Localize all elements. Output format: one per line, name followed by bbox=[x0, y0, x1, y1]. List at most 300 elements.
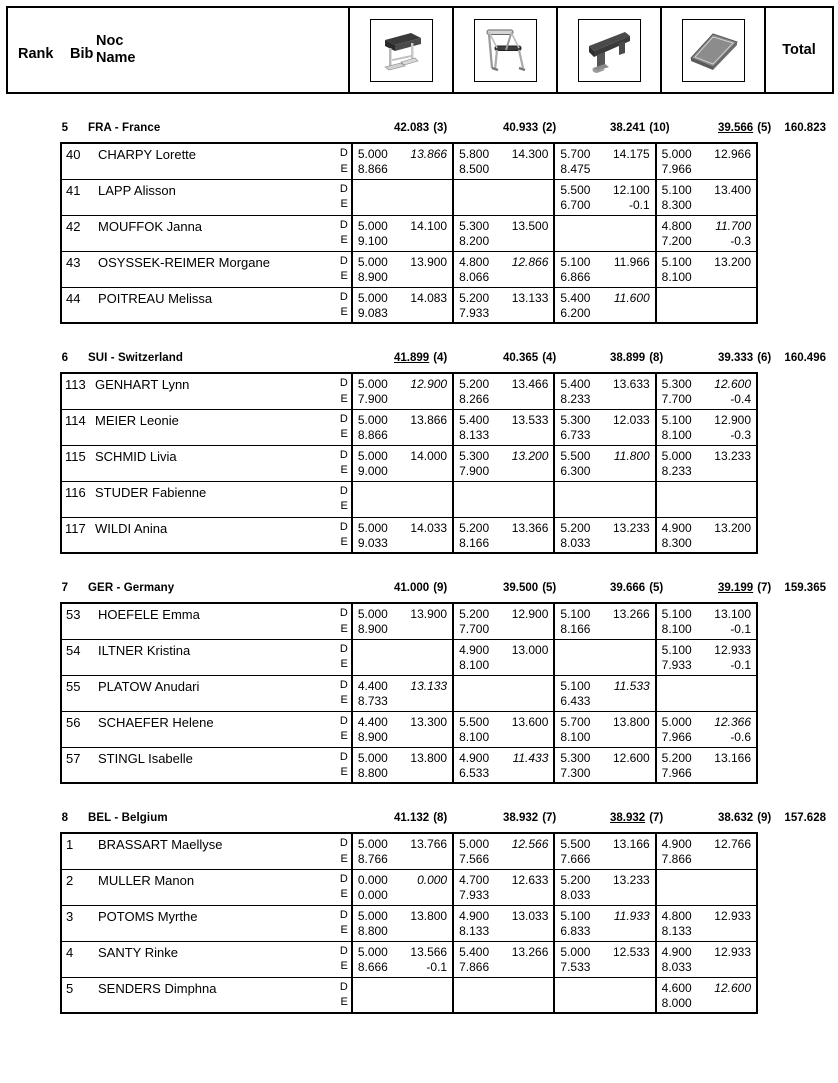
team-apparatus-total bbox=[718, 352, 771, 364]
athlete-bib: 53 bbox=[66, 607, 81, 622]
d-score-value: 5.200 bbox=[661, 750, 692, 765]
team-apparatus-score-value: 38.932 bbox=[610, 812, 646, 824]
d-score-label: D bbox=[339, 642, 348, 655]
e-score-label: E bbox=[340, 852, 348, 865]
penalty-value: -0.1 bbox=[730, 657, 751, 672]
e-score-label: E bbox=[340, 924, 348, 936]
e-score-label: E bbox=[340, 658, 348, 670]
team-noc-name: SUI - Switzerland bbox=[88, 352, 183, 364]
team-block bbox=[0, 346, 838, 576]
apparatus-score-cell bbox=[352, 977, 453, 1013]
athlete-bib: 44 bbox=[66, 290, 81, 306]
apparatus-score-cell bbox=[554, 143, 655, 179]
apparatus-score-cell bbox=[554, 869, 655, 905]
de-label-group bbox=[340, 484, 348, 515]
e-score-value: 8.233 bbox=[661, 463, 692, 478]
apparatus-score-cell bbox=[554, 179, 655, 215]
apparatus-score-cell bbox=[554, 251, 655, 287]
team-apparatus-total bbox=[394, 352, 447, 364]
apparatus-total-score: 12.933 bbox=[714, 642, 751, 657]
apparatus-total-score: 12.366 bbox=[714, 714, 751, 729]
team-apparatus-score-value: 38.632 bbox=[718, 812, 754, 824]
team-grand-total: 160.496 bbox=[784, 352, 826, 364]
team-noc-name: GER - Germany bbox=[88, 582, 175, 594]
e-score-value: 7.200 bbox=[661, 233, 692, 248]
apparatus-total-score: 12.566 bbox=[511, 837, 549, 851]
apparatus-score-cell bbox=[656, 215, 757, 251]
apparatus-score-cell bbox=[453, 711, 554, 747]
athlete-table bbox=[60, 602, 758, 784]
d-score-value: 5.100 bbox=[560, 254, 591, 269]
apparatus-score-cell bbox=[656, 941, 757, 977]
athlete-bib: 3 bbox=[66, 908, 74, 924]
apparatus-total-score: 12.866 bbox=[511, 254, 549, 269]
d-score-value: 5.200 bbox=[459, 377, 490, 391]
e-score-value: 7.700 bbox=[459, 622, 490, 636]
apparatus-total-score: 13.800 bbox=[410, 908, 448, 923]
apparatus-score-cell bbox=[352, 481, 453, 517]
athlete-bib: 56 bbox=[66, 714, 81, 730]
e-score-value: 8.133 bbox=[459, 427, 490, 442]
athlete-name: CHARPY Lorette bbox=[98, 147, 197, 162]
apparatus-score-cell bbox=[656, 675, 757, 711]
e-score-label: E bbox=[340, 392, 348, 405]
team-apparatus-score-value: 40.933 bbox=[503, 122, 539, 134]
athlete-name: MOUFFOK Janna bbox=[98, 218, 203, 234]
apparatus-total-score: 14.033 bbox=[410, 520, 448, 535]
athlete-name-cell bbox=[61, 639, 352, 675]
apparatus-score-cell bbox=[352, 905, 453, 941]
de-label-group bbox=[340, 980, 348, 1011]
e-score-value: 8.133 bbox=[661, 923, 692, 938]
team-apparatus-score-rank: (10) bbox=[649, 122, 670, 134]
apparatus-score-cell bbox=[554, 905, 655, 941]
apparatus-score-cell bbox=[554, 675, 655, 711]
e-score-value: 8.866 bbox=[357, 427, 388, 442]
apparatus-total-score: 14.000 bbox=[410, 448, 448, 463]
e-score-value: 6.866 bbox=[560, 269, 591, 284]
apparatus-score-cell bbox=[554, 409, 655, 445]
d-score-value: 4.700 bbox=[459, 872, 490, 887]
d-score-value: 5.100 bbox=[661, 182, 692, 197]
apparatus-score-cell bbox=[656, 409, 757, 445]
d-score-value: 4.900 bbox=[459, 750, 490, 765]
team-block bbox=[0, 116, 838, 346]
apparatus-score-cell bbox=[554, 603, 655, 639]
d-score-value: 4.900 bbox=[661, 944, 692, 959]
d-score-label: D bbox=[339, 448, 348, 461]
e-score-value: 7.966 bbox=[661, 765, 692, 780]
apparatus-total-score: 13.266 bbox=[612, 607, 650, 621]
athlete-name: MEIER Leonie bbox=[95, 412, 179, 428]
athlete-name-cell bbox=[61, 711, 352, 747]
apparatus-total-score: 13.800 bbox=[612, 714, 650, 729]
apparatus-score-cell bbox=[352, 251, 453, 287]
e-score-label: E bbox=[340, 306, 348, 318]
team-apparatus-total bbox=[718, 812, 771, 824]
apparatus-score-cell bbox=[554, 977, 655, 1013]
apparatus-score-cell bbox=[453, 941, 554, 977]
penalty-value: -0.4 bbox=[730, 392, 751, 406]
athlete-name: SCHMID Livia bbox=[95, 448, 177, 464]
athlete-name-cell bbox=[61, 445, 352, 481]
d-score-label: D bbox=[339, 254, 348, 267]
d-score-label: D bbox=[339, 218, 348, 231]
e-score-value: 7.533 bbox=[560, 959, 591, 974]
apparatus-total-score: 12.600 bbox=[714, 377, 751, 391]
table-row bbox=[61, 373, 757, 409]
apparatus-total-score: 13.200 bbox=[511, 448, 549, 463]
team-apparatus-total bbox=[503, 122, 556, 134]
apparatus-score-cell bbox=[554, 287, 655, 323]
apparatus-score-cell bbox=[453, 977, 554, 1013]
apparatus-score-cell bbox=[352, 675, 453, 711]
apparatus-total-score: 12.933 bbox=[714, 944, 751, 959]
athlete-name-cell bbox=[61, 143, 352, 179]
apparatus-score-cell bbox=[352, 747, 453, 783]
athlete-name-cell bbox=[61, 869, 352, 905]
apparatus-score-cell bbox=[656, 445, 757, 481]
team-apparatus-total bbox=[610, 812, 663, 824]
d-score-value: 4.900 bbox=[459, 908, 490, 923]
apparatus-score-cell bbox=[352, 409, 453, 445]
floor-exercise-icon bbox=[682, 19, 745, 82]
apparatus-score-cell bbox=[352, 603, 453, 639]
team-apparatus-total bbox=[394, 582, 447, 594]
e-score-value: 0.000 bbox=[357, 887, 388, 902]
apparatus-score-cell bbox=[453, 833, 554, 869]
header-apparatus-balance-beam bbox=[557, 7, 661, 93]
table-row bbox=[61, 833, 757, 869]
d-score-value: 5.500 bbox=[560, 182, 591, 197]
apparatus-total-score: 13.100 bbox=[714, 607, 751, 621]
apparatus-total-score: 13.233 bbox=[612, 872, 650, 887]
e-score-label: E bbox=[340, 730, 348, 742]
de-label-group bbox=[340, 290, 348, 321]
team-apparatus-score-value: 38.932 bbox=[503, 812, 539, 824]
e-score-value: 8.733 bbox=[357, 693, 388, 708]
athlete-name: POITREAU Melissa bbox=[98, 290, 213, 306]
athlete-name: SCHAEFER Helene bbox=[98, 714, 214, 730]
apparatus-score-cell bbox=[656, 905, 757, 941]
apparatus-score-cell bbox=[352, 869, 453, 905]
de-label-group bbox=[340, 448, 348, 479]
apparatus-total-score: 13.233 bbox=[612, 520, 650, 535]
apparatus-score-cell bbox=[352, 215, 453, 251]
team-rank: 6 bbox=[61, 352, 68, 364]
d-score-value: 5.400 bbox=[459, 944, 490, 959]
table-row bbox=[61, 287, 757, 323]
apparatus-score-cell bbox=[453, 603, 554, 639]
team-apparatus-score-rank: (9) bbox=[433, 582, 448, 594]
apparatus-score-cell bbox=[453, 517, 554, 553]
e-score-value: 8.500 bbox=[459, 162, 490, 176]
d-score-value: 5.700 bbox=[560, 147, 591, 161]
apparatus-total-score: 13.300 bbox=[410, 714, 448, 729]
team-apparatus-total bbox=[718, 122, 771, 134]
e-score-label: E bbox=[340, 162, 348, 175]
d-score-value: 5.000 bbox=[661, 448, 692, 463]
de-label-group bbox=[340, 872, 348, 903]
penalty-value: -0.1 bbox=[730, 622, 751, 636]
apparatus-score-cell bbox=[352, 639, 453, 675]
apparatus-total-score: 12.033 bbox=[612, 412, 650, 427]
header-rank-label: Rank bbox=[18, 46, 54, 62]
apparatus-total-score: 13.133 bbox=[410, 678, 448, 693]
e-score-value: 8.100 bbox=[661, 269, 692, 284]
d-score-value: 0.000 bbox=[357, 872, 388, 887]
team-block-spacer bbox=[0, 554, 838, 576]
e-score-value: 7.966 bbox=[661, 162, 692, 176]
apparatus-score-cell bbox=[554, 517, 655, 553]
e-score-value: 6.533 bbox=[459, 765, 490, 780]
apparatus-total-score: 12.933 bbox=[714, 908, 751, 923]
penalty-value: -0.3 bbox=[730, 233, 751, 248]
apparatus-total-score: 13.900 bbox=[410, 254, 448, 269]
table-row bbox=[61, 517, 757, 553]
d-score-value: 4.900 bbox=[459, 642, 490, 657]
table-row bbox=[61, 179, 757, 215]
team-summary-row bbox=[6, 346, 832, 372]
penalty-value: -0.1 bbox=[426, 959, 448, 974]
athlete-bib: 1 bbox=[66, 837, 74, 852]
e-score-value: 8.233 bbox=[560, 392, 591, 406]
e-score-label: E bbox=[340, 234, 348, 246]
athlete-bib: 113 bbox=[65, 377, 86, 392]
e-score-label: E bbox=[340, 694, 348, 706]
team-apparatus-score-rank: (5) bbox=[757, 122, 772, 134]
team-apparatus-score-rank: (7) bbox=[757, 582, 772, 594]
d-score-value: 5.000 bbox=[357, 147, 388, 161]
table-row bbox=[61, 215, 757, 251]
athlete-name-cell bbox=[61, 373, 352, 409]
athlete-bib: 2 bbox=[66, 872, 74, 888]
e-score-value: 8.000 bbox=[661, 995, 692, 1010]
header-noc-label: Noc bbox=[96, 33, 124, 49]
team-noc-name: FRA - France bbox=[88, 122, 161, 134]
athlete-bib: 4 bbox=[66, 944, 74, 960]
d-score-value: 4.400 bbox=[357, 714, 388, 729]
athlete-name: GENHART Lynn bbox=[95, 377, 190, 392]
apparatus-score-cell bbox=[656, 373, 757, 409]
d-score-label: D bbox=[339, 412, 348, 425]
apparatus-score-cell bbox=[554, 481, 655, 517]
e-score-value: 6.733 bbox=[560, 427, 591, 442]
team-apparatus-score-rank: (8) bbox=[649, 352, 664, 364]
apparatus-total-score: 13.133 bbox=[511, 290, 549, 305]
apparatus-total-score: 14.300 bbox=[511, 147, 549, 161]
apparatus-total-score: 11.933 bbox=[613, 908, 650, 923]
d-score-label: D bbox=[339, 750, 348, 763]
e-score-value: 7.900 bbox=[357, 392, 388, 406]
e-score-value: 8.066 bbox=[459, 269, 490, 284]
d-score-value: 5.000 bbox=[357, 908, 388, 923]
athlete-name: MULLER Manon bbox=[98, 872, 195, 888]
d-score-value: 5.400 bbox=[560, 377, 591, 391]
apparatus-score-cell bbox=[554, 373, 655, 409]
apparatus-total-score: 11.800 bbox=[613, 448, 650, 463]
balance-beam-icon bbox=[578, 19, 641, 82]
athlete-table bbox=[60, 142, 758, 324]
team-apparatus-score-rank: (5) bbox=[542, 582, 557, 594]
d-score-label: D bbox=[339, 980, 348, 993]
table-row bbox=[61, 869, 757, 905]
de-label-group bbox=[340, 520, 348, 551]
d-score-value: 5.100 bbox=[661, 642, 692, 657]
e-score-value: 8.133 bbox=[459, 923, 490, 938]
de-label-group bbox=[340, 254, 348, 285]
d-score-value: 5.000 bbox=[357, 520, 388, 535]
table-row bbox=[61, 143, 757, 179]
apparatus-score-cell bbox=[554, 445, 655, 481]
d-score-label: D bbox=[339, 714, 348, 727]
apparatus-total-score: 13.166 bbox=[714, 750, 751, 765]
apparatus-score-cell bbox=[656, 869, 757, 905]
athlete-bib: 117 bbox=[65, 520, 86, 536]
table-row bbox=[61, 711, 757, 747]
apparatus-score-cell bbox=[453, 905, 554, 941]
team-block bbox=[0, 576, 838, 806]
table-row bbox=[61, 481, 757, 517]
d-score-value: 5.000 bbox=[560, 944, 591, 959]
athlete-table bbox=[60, 372, 758, 554]
athlete-name-cell bbox=[61, 251, 352, 287]
apparatus-total-score: 12.766 bbox=[714, 837, 751, 851]
apparatus-total-score: 14.175 bbox=[612, 147, 650, 161]
apparatus-total-score: 12.966 bbox=[714, 147, 751, 161]
penalty-value: -0.6 bbox=[730, 729, 751, 744]
e-score-value: 8.666 bbox=[357, 959, 388, 974]
de-label-group bbox=[340, 836, 348, 867]
athlete-name: LAPP Alisson bbox=[98, 182, 176, 198]
apparatus-score-cell bbox=[656, 179, 757, 215]
penalty-value: -0.3 bbox=[730, 427, 751, 442]
de-label-group bbox=[340, 750, 348, 781]
apparatus-total-score: 13.166 bbox=[612, 837, 650, 851]
apparatus-total-score: 13.600 bbox=[511, 714, 549, 729]
d-score-value: 5.400 bbox=[560, 290, 591, 305]
d-score-value: 5.100 bbox=[661, 254, 692, 269]
e-score-value: 8.200 bbox=[459, 233, 490, 248]
athlete-name-cell bbox=[61, 287, 352, 323]
e-score-value: 7.866 bbox=[661, 852, 692, 866]
d-score-value: 5.500 bbox=[560, 448, 591, 463]
team-apparatus-score-rank: (7) bbox=[542, 812, 557, 824]
team-apparatus-score-rank: (3) bbox=[433, 122, 448, 134]
e-score-value: 8.900 bbox=[357, 622, 388, 636]
team-apparatus-score-value: 39.500 bbox=[503, 582, 539, 594]
e-score-value: 8.300 bbox=[661, 535, 692, 550]
d-score-value: 5.200 bbox=[459, 520, 490, 535]
athlete-name-cell bbox=[61, 941, 352, 977]
apparatus-total-score: 13.566 bbox=[410, 944, 448, 959]
d-score-value: 5.000 bbox=[357, 254, 388, 269]
d-score-label: D bbox=[339, 484, 348, 497]
de-label-group bbox=[340, 606, 348, 637]
e-score-value: 9.033 bbox=[357, 535, 388, 550]
d-score-value: 5.000 bbox=[357, 750, 388, 765]
d-score-value: 5.000 bbox=[357, 412, 388, 427]
athlete-name-cell bbox=[61, 747, 352, 783]
e-score-value: 8.100 bbox=[661, 622, 692, 636]
apparatus-total-score: 12.100 bbox=[612, 182, 650, 197]
e-score-label: E bbox=[340, 198, 348, 210]
athlete-name-cell bbox=[61, 215, 352, 251]
team-apparatus-score-rank: (8) bbox=[433, 812, 448, 824]
athlete-bib: 114 bbox=[65, 412, 86, 428]
e-score-label: E bbox=[340, 270, 348, 282]
team-apparatus-score-rank: (5) bbox=[649, 582, 664, 594]
athlete-name-cell bbox=[61, 517, 352, 553]
e-score-value: 8.100 bbox=[661, 427, 692, 442]
athlete-name: ILTNER Kristina bbox=[98, 642, 191, 658]
team-summary-row bbox=[6, 576, 832, 602]
apparatus-total-score: 13.200 bbox=[714, 520, 751, 535]
e-score-label: E bbox=[340, 500, 348, 512]
e-score-value: 8.866 bbox=[357, 162, 388, 176]
header-total-label: Total bbox=[765, 7, 833, 93]
de-label-group bbox=[340, 714, 348, 745]
apparatus-score-cell bbox=[453, 445, 554, 481]
e-score-value: 8.100 bbox=[459, 729, 490, 744]
apparatus-score-cell bbox=[352, 287, 453, 323]
apparatus-total-score: 11.433 bbox=[512, 750, 549, 765]
results-header-table bbox=[6, 6, 834, 94]
de-label-group bbox=[340, 642, 348, 673]
athlete-name: SANTY Rinke bbox=[98, 944, 178, 960]
e-score-value: 8.800 bbox=[357, 923, 388, 938]
athlete-bib: 115 bbox=[65, 448, 86, 464]
e-score-value: 7.866 bbox=[459, 959, 490, 974]
d-score-label: D bbox=[339, 944, 348, 957]
table-row bbox=[61, 639, 757, 675]
e-score-value: 7.666 bbox=[560, 852, 591, 866]
apparatus-score-cell bbox=[554, 941, 655, 977]
team-apparatus-score-value: 39.566 bbox=[718, 122, 754, 134]
header-rank-bib-noc-name bbox=[7, 7, 349, 93]
e-score-value: 8.033 bbox=[661, 959, 692, 974]
team-apparatus-score-value: 40.365 bbox=[503, 352, 539, 364]
team-apparatus-score-value: 41.132 bbox=[394, 812, 430, 824]
athlete-name-cell bbox=[61, 977, 352, 1013]
e-score-value: 6.833 bbox=[560, 923, 591, 938]
d-score-value: 4.600 bbox=[661, 980, 692, 995]
d-score-value: 5.500 bbox=[459, 714, 490, 729]
team-noc-name: BEL - Belgium bbox=[88, 812, 168, 824]
apparatus-total-score: 13.533 bbox=[511, 412, 549, 427]
d-score-value: 5.300 bbox=[459, 218, 490, 233]
d-score-value: 5.000 bbox=[459, 837, 490, 851]
d-score-value: 5.100 bbox=[560, 678, 591, 693]
apparatus-total-score: 0.000 bbox=[417, 872, 448, 887]
apparatus-score-cell bbox=[656, 833, 757, 869]
team-apparatus-score-value: 39.333 bbox=[718, 352, 754, 364]
apparatus-score-cell bbox=[656, 287, 757, 323]
header-bib-label: Bib bbox=[70, 46, 94, 62]
apparatus-total-score: 12.900 bbox=[511, 607, 549, 621]
team-rank: 7 bbox=[61, 582, 68, 594]
e-score-value: 7.933 bbox=[459, 887, 490, 902]
d-score-value: 4.800 bbox=[661, 908, 692, 923]
apparatus-total-score: 13.033 bbox=[511, 908, 549, 923]
apparatus-total-score: 12.600 bbox=[612, 750, 650, 765]
table-row bbox=[61, 905, 757, 941]
athlete-bib: 42 bbox=[66, 218, 81, 234]
table-row bbox=[61, 251, 757, 287]
apparatus-total-score: 13.866 bbox=[410, 147, 448, 161]
team-grand-total: 160.823 bbox=[784, 122, 826, 134]
d-score-value: 5.100 bbox=[560, 908, 591, 923]
